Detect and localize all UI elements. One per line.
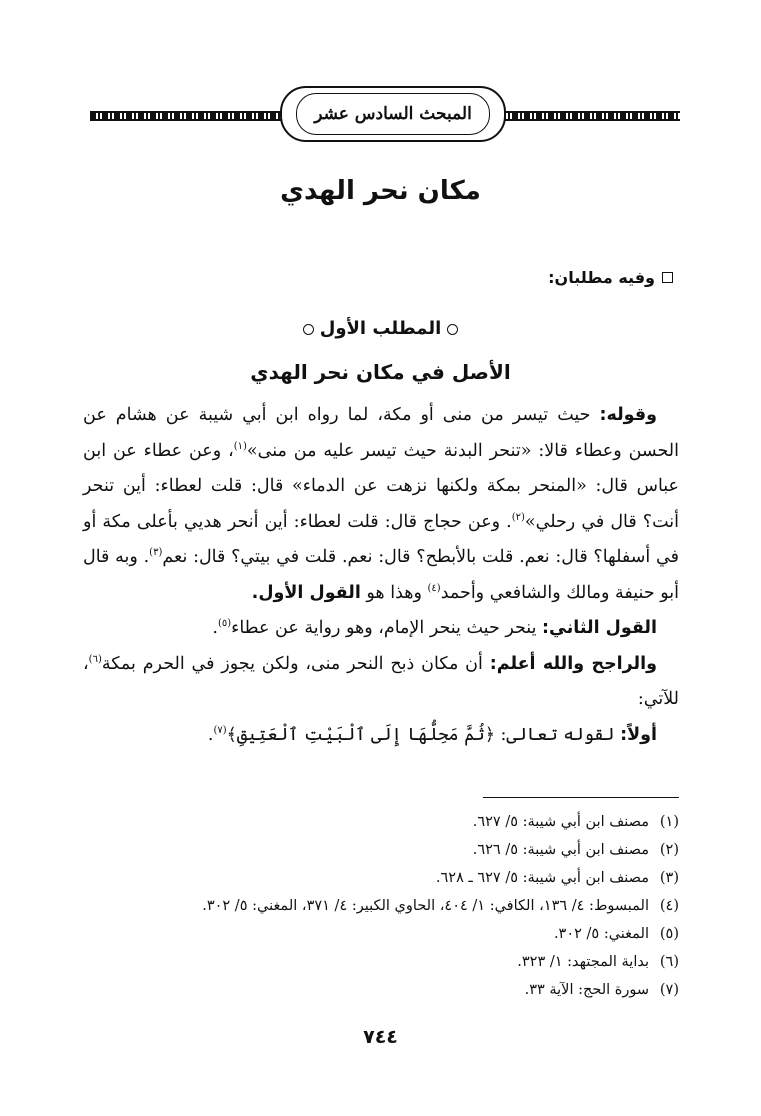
footnotes <box>79 808 679 1004</box>
intro-line <box>548 268 673 287</box>
text-run: حيث تيسر من منى أو مكة، لما رواه ابن أبي شيبة عن هشام عن الحسن وعطاء قالا: «تنحر البدنة حيث تيسر عليه من منى» <box>83 405 679 461</box>
section-label-frame <box>280 86 506 142</box>
footnote-text: مصنف ابن أبي شيبة: ٥/ ٦٢٦. <box>472 842 649 858</box>
footnote-item <box>79 892 679 920</box>
section-label: المبحث السادس عشر <box>296 93 490 135</box>
ornament-border-right <box>500 111 680 121</box>
text-run: . <box>212 618 218 638</box>
footnote-item <box>79 948 679 976</box>
body-text <box>83 398 679 753</box>
paragraph-2 <box>83 611 679 647</box>
footnote-number: (٧) <box>659 982 679 998</box>
subsection-label <box>0 318 761 339</box>
footnote-ref[interactable]: (٤) <box>427 582 441 594</box>
text-run: ينحر حيث ينحر الإمام، وهو رواية عن عطاء <box>231 618 543 638</box>
footnote-ref[interactable]: (٧) <box>213 724 227 736</box>
square-bullet-icon <box>662 272 673 283</box>
page-title: مكان نحر الهدي <box>280 176 481 206</box>
footnote-item <box>79 920 679 948</box>
footnote-text: مصنف ابن أبي شيبة: ٥/ ٦٢٧ ـ ٦٢٨. <box>435 870 649 886</box>
paragraph-1 <box>83 398 679 611</box>
subsection-heading: الأصل في مكان نحر الهدي <box>250 360 511 384</box>
footnote-number: (٢) <box>659 842 679 858</box>
text-run: ، للآتي: <box>83 653 679 709</box>
footnote-text: المبسوط: ٤/ ١٣٦، الكافي: ١/ ٤٠٤، الحاوي الكبير: ٤/ ٣٧١، المغني: ٥/ ٣٠٢. <box>202 898 649 914</box>
footnote-item <box>79 836 679 864</box>
bold-term: القول الأول. <box>251 582 361 603</box>
footnote-number: (١) <box>659 814 679 830</box>
text-run: ، وعن عطاء عن ابن عباس قال: «المنحر بمكة ولكنها نزهت عن الدماء» قال: قلت لعطاء: أين تنحر أنت؟ قال في رحلي» <box>83 440 679 532</box>
footnote-ref[interactable]: (٣) <box>149 547 163 559</box>
footnote-number: (٦) <box>659 954 679 970</box>
footnote-ref[interactable]: (٦) <box>88 653 102 665</box>
paragraph-3 <box>83 647 679 718</box>
circle-bullet-icon <box>303 324 314 335</box>
footnote-text: المغني: ٥/ ٣٠٢. <box>553 926 649 942</box>
footnote-item <box>79 864 679 892</box>
footnote-item <box>79 976 679 1004</box>
footnote-text: مصنف ابن أبي شيبة: ٥/ ٦٢٧. <box>472 814 649 830</box>
footnote-ref[interactable]: (١) <box>233 440 247 452</box>
footnote-text: بداية المجتهد: ١/ ٣٢٣. <box>517 954 649 970</box>
footnote-number: (٤) <box>659 898 679 914</box>
subsection-label-text: المطلب الأول <box>319 318 442 339</box>
page-number: ٧٤٤ <box>363 1026 398 1048</box>
section-banner <box>90 84 680 146</box>
lead-term: أولاً: <box>620 724 657 745</box>
text-run: لقوله تعالى: ﴿ثُمَّ مَحِلُّهَا إِلَى ٱلْبَيْتِ ٱلْعَتِيقِ﴾ <box>226 724 621 745</box>
lead-term: وقوله: <box>599 405 657 425</box>
lead-term: القول الثاني: <box>542 618 657 638</box>
footnote-divider <box>483 797 679 798</box>
footnote-ref[interactable]: (٢) <box>511 511 525 523</box>
text-run: . وبه قال أبو حنيفة ومالك والشافعي وأحمد <box>83 547 679 603</box>
text-run: . <box>207 724 214 745</box>
footnote-number: (٥) <box>659 926 679 942</box>
text-run: وهذا هو <box>360 582 428 603</box>
intro-text: وفيه مطلبان: <box>548 268 655 287</box>
footnote-number: (٣) <box>659 870 679 886</box>
paragraph-4 <box>83 718 679 754</box>
text-run: . وعن حجاج قال: قلت لعطاء: أين أنحر هديي بأعلى مكة أو في أسفلها؟ قال: نعم. قلت بالأبطح؟ قال: نعم. قلت في بيتي؟ قال: نعم <box>83 511 679 567</box>
footnote-item <box>79 808 679 836</box>
circle-bullet-icon <box>447 324 458 335</box>
lead-term: والراجح والله أعلم: <box>489 653 658 674</box>
footnote-ref[interactable]: (٥) <box>217 618 232 630</box>
ornament-border-left <box>90 111 285 121</box>
footnote-text: سورة الحج: الآية ٣٣. <box>524 982 649 998</box>
text-run: أن مكان ذبح النحر منى، ولكن يجوز في الحرم بمكة <box>101 653 490 674</box>
